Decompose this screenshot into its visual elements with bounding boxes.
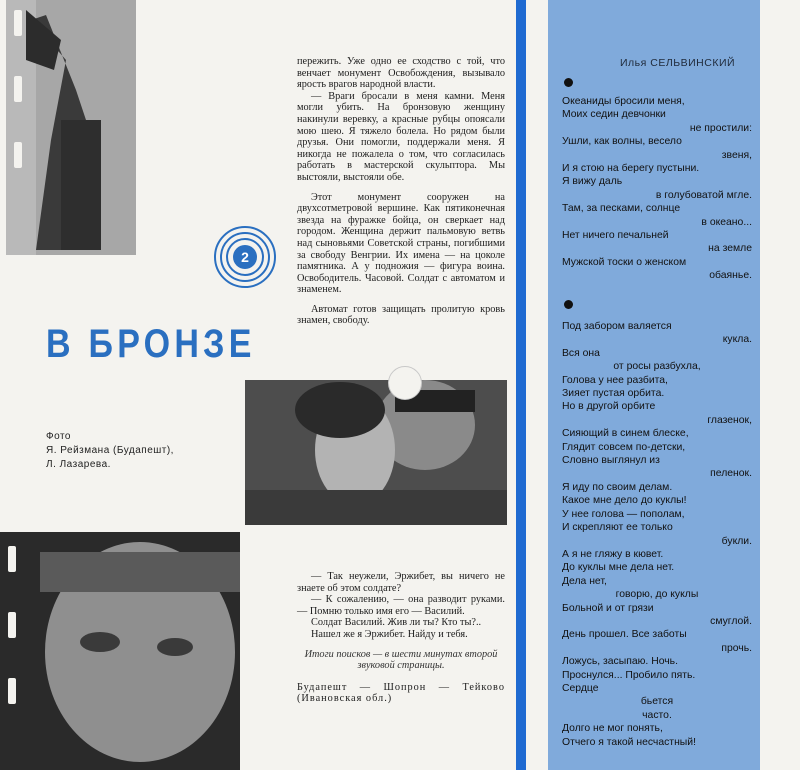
- article-paragraph: пережить. Уже одно ее сходство с той, что венчает монумент Освобождения, вызывало ярость врагов народной власти.: [297, 56, 505, 91]
- article-column-bottom: [297, 571, 505, 705]
- poem-line: смуглой.: [710, 615, 752, 627]
- credits-line: Я. Рейзмана (Будапешт),: [46, 445, 174, 456]
- poem-line: И я стою на берегу пустыни.: [562, 163, 700, 175]
- portrait-face-icon: [0, 532, 240, 770]
- poem-line: День прошел. Все заботы: [562, 629, 687, 641]
- poem-line: в голубоватой мгле.: [655, 189, 752, 201]
- photo-scene-icon: [245, 380, 507, 525]
- poem-line: не простили:: [689, 122, 752, 134]
- bullet-icon: [564, 300, 573, 309]
- monument-silhouette-icon: [6, 0, 136, 255]
- article-paragraph: Этот монумент сооружен на двухсотметровой вершине. Как пятиконечная звезда на фуражке бойца, он сверкает над городом. Женщина держит пальмовую ветвь над сыновьями Советской страны, погибшими за свободу Венгрии. Их имена — на цоколе памятника. А у подножия — фигура воина. Освободитель. Часовой. Солдат с автоматом и знаменем.: [297, 191, 505, 296]
- concentric-circles-icon: [213, 225, 277, 289]
- man-portrait-photo: [0, 532, 240, 770]
- poem-line: прочь.: [721, 642, 752, 654]
- poem-line: До куклы мне дела нет.: [562, 562, 675, 574]
- article-column-top: [297, 56, 505, 327]
- poem-line: Там, за песками, солнце: [562, 203, 681, 215]
- article-paragraph: — Так неужели, Эржибет, вы ничего не знаете об этом солдате?: [297, 571, 505, 594]
- poem-line: на земле: [708, 243, 752, 255]
- poem-line: Дела нет,: [562, 575, 607, 587]
- poem-first: [562, 95, 752, 283]
- poem-line: Но в другой орбите: [562, 401, 656, 413]
- record-center-hole: [388, 366, 422, 400]
- poem-line: звеня,: [721, 149, 752, 161]
- credits-line: Фото: [46, 431, 71, 442]
- article-paragraph: — К сожалению, — она разводит руками. — Помню только имя его — Василий.: [297, 594, 505, 617]
- poem-line: говорю, до куклы: [615, 589, 699, 601]
- poem-line: Вся она: [562, 347, 600, 359]
- article-note: Итоги поисков — в шести минутах второй звуковой страницы.: [304, 648, 498, 672]
- bullet-icon: [564, 78, 573, 87]
- section-number: 2: [241, 249, 249, 265]
- poem-line: У нее голова — пополам,: [562, 508, 685, 520]
- poem-line: Голова у нее разбита,: [562, 374, 668, 386]
- poem-line: пеленок.: [710, 468, 752, 480]
- poem-line: Отчего я такой несчастный!: [562, 736, 696, 748]
- poem-line: Больной и от грязи: [562, 602, 654, 614]
- poem-line: глазенок,: [707, 414, 752, 426]
- poem-line: Долго не мог понять,: [562, 723, 663, 735]
- poem-line: Сердце: [562, 682, 599, 694]
- headline: В БРОНЗЕ: [46, 322, 256, 366]
- poem-line: в океано...: [701, 216, 752, 228]
- poem-line: Глядит совсем по-детски,: [562, 441, 686, 453]
- article-place: Будапешт — Шопрон — Тейково (Ивановская обл.): [297, 681, 505, 705]
- article-paragraph: Солдат Василий. Жив ли ты? Кто ты?..: [311, 617, 482, 629]
- poem-line: Я иду по своим делам.: [562, 481, 673, 493]
- article-paragraph: Нашел же я Эржибет. Найду и тебя.: [311, 628, 468, 640]
- poem-line: кукла.: [722, 334, 752, 346]
- poem-line: И скрепляют ее только: [562, 522, 673, 534]
- poem-line: А я не гляжу в кювет.: [562, 548, 664, 560]
- poem-line: бьется: [640, 696, 674, 708]
- blue-divider-stripe: [516, 0, 526, 770]
- film-perforation: [8, 546, 18, 744]
- poem-line: Под забором валяется: [562, 321, 672, 332]
- poem-line: Словно выглянул из: [562, 455, 660, 467]
- poem-line: Мужской тоски о женском: [562, 256, 687, 268]
- poem-second: [562, 320, 752, 749]
- poem-line: Зияет пустая орбита.: [562, 388, 665, 400]
- credits-line: Л. Лазарева.: [46, 459, 111, 470]
- child-with-man-photo: [245, 380, 507, 525]
- article-paragraph: Автомат готов защищать пролитую кровь знамен, свободу.: [297, 303, 505, 327]
- poem-line: часто.: [642, 709, 672, 721]
- poem-line: Океаниды бросили меня,: [562, 96, 685, 107]
- monument-photo: [6, 0, 136, 255]
- poem-line: Моих седин девчонки: [562, 109, 666, 121]
- poem-line: Ложусь, засыпаю. Ночь.: [562, 656, 678, 668]
- poem-line: Какое мне дело до куклы!: [562, 495, 687, 507]
- poem-line: Я вижу даль: [562, 176, 623, 188]
- poem-line: Ушли, как волны, весело: [562, 136, 682, 148]
- film-perforation: [14, 10, 24, 208]
- poem-line: Нет ничего печальней: [562, 230, 669, 242]
- poem-line: обаянье.: [709, 270, 752, 282]
- article-paragraph: — Враги бросали в меня камни. Меня могли убить. На бронзовую женщину накинули веревку, а красные рубцы опоясали мою шею. Я тяжело болела. Но рядом были друзья. Они помогли, поддержали меня. Я никогда не пожалела о том, что согласилась работать в мастерской скульптора. Мы выстояли, выстояли обе.: [297, 90, 505, 183]
- poem-line: Сияющий в синем блеске,: [562, 428, 689, 440]
- record-side-marker: [213, 225, 277, 289]
- poem-line: букли.: [721, 535, 752, 547]
- poem-line: Проснулся... Пробило пять.: [562, 669, 696, 681]
- photo-credits: [46, 430, 174, 472]
- poem-author: Илья СЕЛЬВИНСКИЙ: [620, 57, 736, 69]
- poem-line: от росы разбухла,: [613, 361, 701, 373]
